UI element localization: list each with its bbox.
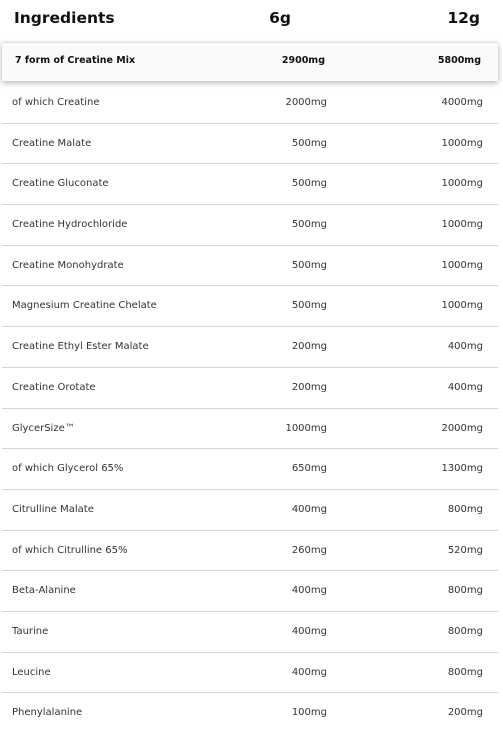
table-row (2, 531, 498, 572)
row-value-6g: 2000mg (285, 97, 327, 108)
row-value-6g: 650mg (291, 463, 327, 475)
row-value-12g: 800mg (447, 666, 483, 678)
table-row (2, 368, 498, 409)
row-name: Beta-Alanine (12, 585, 76, 597)
row-name: Creatine Malate (12, 137, 92, 149)
row-value-6g: 260mg (291, 544, 327, 556)
ingredient-rows (0, 83, 503, 734)
row-name: Creatine Gluconate (12, 178, 109, 190)
row-value-12g: 800mg (447, 585, 483, 597)
row-value-12g: 1000mg (441, 219, 483, 231)
table-row (2, 612, 498, 653)
row-name: Citrulline Malate (12, 503, 94, 515)
row-value-12g: 400mg (447, 381, 483, 393)
row-value-12g: 5800mg (437, 55, 481, 66)
row-name: of which Glycerol 65% (12, 463, 124, 475)
row-value-6g: 200mg (291, 381, 327, 393)
row-name: Creatine Orotate (12, 381, 96, 393)
row-value-12g: 200mg (447, 707, 483, 719)
table-row (2, 449, 498, 490)
row-value-6g: 500mg (291, 178, 327, 190)
table-row (2, 83, 498, 124)
row-value-12g: 1000mg (441, 178, 483, 190)
table-row (2, 409, 498, 450)
row-value-12g: 2000mg (441, 422, 483, 434)
row-value-12g: 4000mg (441, 97, 483, 108)
row-name: 7 form of Creatine Mix (15, 55, 136, 66)
row-name: Taurine (12, 625, 49, 637)
row-value-6g: 1000mg (285, 422, 327, 434)
row-name: Magnesium Creatine Chelate (12, 300, 157, 312)
row-value-6g: 200mg (291, 341, 327, 353)
row-value-6g: 400mg (291, 666, 327, 678)
row-value-12g: 800mg (447, 625, 483, 637)
table-row (2, 205, 498, 246)
row-value-12g: 1000mg (441, 300, 483, 312)
row-name: Phenylalanine (12, 707, 83, 719)
table-row (2, 490, 498, 531)
row-name: Creatine Ethyl Ester Malate (12, 341, 149, 353)
row-value-6g: 500mg (291, 137, 327, 149)
table-row (2, 653, 498, 694)
table-row (2, 246, 498, 287)
row-value-12g: 400mg (447, 341, 483, 353)
row-value-12g: 1000mg (441, 137, 483, 149)
row-value-6g: 500mg (291, 259, 327, 271)
row-value-6g: 100mg (291, 707, 327, 719)
row-value-6g: 400mg (291, 625, 327, 637)
row-name: Leucine (12, 666, 51, 678)
highlighted-row (2, 43, 498, 81)
row-value-12g: 1000mg (441, 259, 483, 271)
table-row (2, 571, 498, 612)
table-row (2, 164, 498, 205)
row-value-6g: 500mg (291, 219, 327, 231)
row-value-12g: 800mg (447, 503, 483, 515)
table-row (2, 693, 498, 734)
row-value-12g: 1300mg (441, 463, 483, 475)
row-value-12g: 520mg (447, 544, 483, 556)
row-value-6g: 500mg (291, 300, 327, 312)
row-name: Creatine Hydrochloride (12, 219, 128, 231)
row-value-6g: 400mg (291, 585, 327, 597)
ingredients-header: Ingredients (14, 9, 115, 27)
table-row (2, 327, 498, 368)
row-name: of which Citrulline 65% (12, 544, 128, 556)
row-name: GlycerSize™ (12, 422, 75, 434)
row-value-6g: 400mg (291, 503, 327, 515)
row-name: of which Creatine (12, 97, 100, 108)
row-value-6g: 2900mg (281, 55, 325, 66)
row-name: Creatine Monohydrate (12, 259, 124, 271)
table-row (2, 124, 498, 165)
table-header (0, 0, 503, 40)
serving-6g-header: 6g (269, 9, 291, 27)
serving-12g-header: 12g (447, 9, 480, 27)
table-row (2, 286, 498, 327)
